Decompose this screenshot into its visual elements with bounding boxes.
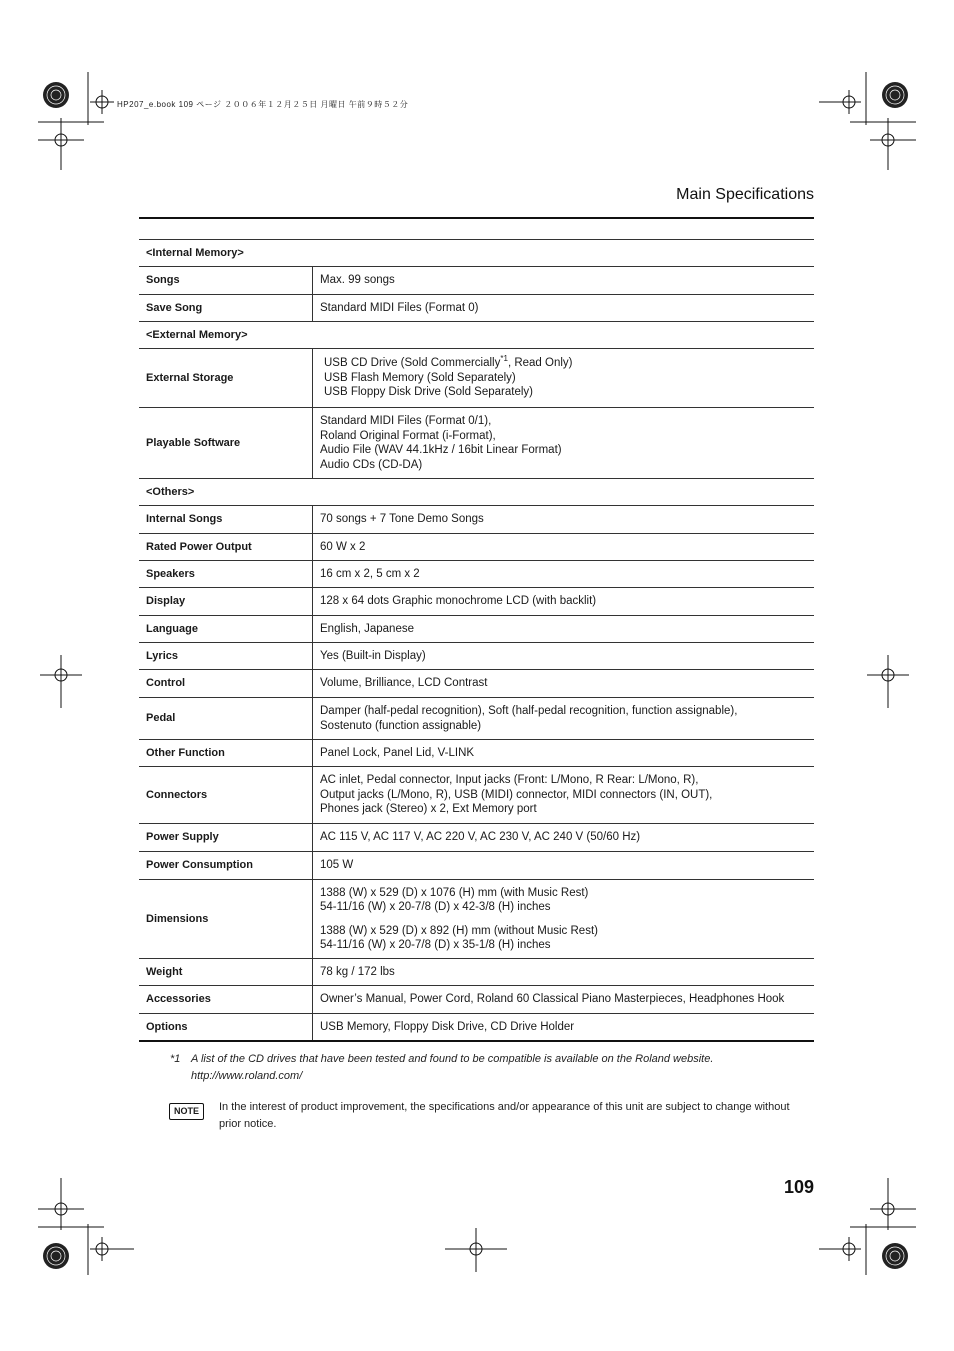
spec-value-text: Damper (half-pedal recognition), Soft (half-pedal recognition, function assignable),: [320, 705, 738, 717]
page-number: 109: [783, 1177, 814, 1197]
spec-value-text: Roland Original Format (i-Format),: [320, 429, 496, 442]
spec-label: Internal Songs: [139, 506, 313, 534]
spec-value-text: AC inlet, Pedal connector, Input jacks (Front: L/Mono, R Rear: L/Mono, R),: [320, 774, 699, 787]
spec-label: Accessories: [139, 986, 313, 1014]
spec-label: Options: [139, 1014, 313, 1041]
spec-value-text: 105 W: [320, 859, 354, 872]
section-title: Main Specifications: [676, 186, 814, 203]
footnote-text: A list of the CD drives that have been tested and found to be compatible is available on the Roland website.: [191, 1053, 714, 1065]
spec-value-text: Audio File (WAV 44.1kHz / 16bit Linear Format): [320, 444, 562, 456]
spec-value-text: , Read Only): [507, 357, 573, 370]
spec-value-text: Standard MIDI Files (Format 0): [320, 301, 479, 314]
spec-value-text: Audio CDs (CD-DA): [320, 458, 423, 471]
spec-value-text: USB Floppy Disk Drive (Sold Separately): [324, 386, 533, 399]
footnote-reference: *1: [500, 354, 508, 364]
footnote-mark: *1: [170, 1053, 181, 1065]
spec-value-text: Sostenuto (function assignable): [320, 719, 482, 732]
spec-value-text: 1388 (W) x 529 (D) x 892 (H) mm (without Music Rest): [320, 924, 598, 937]
note-text: In the interest of product improvement, the specifications and/or appearance of this unit are subject to change without prior notice.: [219, 1101, 790, 1130]
spec-value-text: Max. 99 songs: [320, 274, 395, 287]
spec-label: Connectors: [139, 767, 313, 824]
footnote-url: http://www.roland.com/: [191, 1070, 303, 1082]
spec-value-text: 78 kg / 172 lbs: [320, 965, 395, 978]
spec-label: Speakers: [139, 561, 313, 588]
section-heading: <Internal Memory>: [139, 240, 814, 267]
spec-value-text: AC 115 V, AC 117 V, AC 220 V, AC 230 V, AC 240 V (50/60 Hz): [320, 831, 641, 844]
spec-value-text: 1388 (W) x 529 (D) x 1076 (H) mm (with Music Rest): [320, 886, 589, 899]
spec-value-text: USB Memory, Floppy Disk Drive, CD Drive Holder: [320, 1020, 575, 1033]
spec-label: Control: [139, 670, 313, 698]
spec-value-text: 128 x 64 dots Graphic monochrome LCD (with backlit): [320, 595, 597, 608]
spec-label: Songs: [139, 267, 313, 295]
spec-value-text: 60 W x 2: [320, 540, 366, 553]
spec-value-text: USB Flash Memory (Sold Separately): [324, 371, 516, 384]
spec-value-text: Owner’s Manual, Power Cord, Roland 60 Classical Piano Masterpieces, Headphones Hook: [320, 993, 785, 1006]
spec-label: Power Supply: [139, 824, 313, 852]
spec-label: Weight: [139, 959, 313, 986]
spec-label: Save Song: [139, 295, 313, 322]
section-heading: <External Memory>: [139, 322, 814, 349]
spec-value-text: Panel Lock, Panel Lid, V-LINK: [320, 746, 475, 759]
spec-value-text: English, Japanese: [320, 622, 414, 635]
spec-value-text: USB CD Drive (Sold Commercially: [324, 357, 501, 370]
spec-label: Power Consumption: [139, 852, 313, 880]
spec-label: Other Function: [139, 740, 313, 767]
spec-value-text: 16 cm x 2, 5 cm x 2: [320, 567, 420, 580]
spec-value-text: Phones jack (Stereo) x 2, Ext Memory port: [320, 803, 537, 816]
spec-label: External Storage: [139, 349, 313, 408]
spec-value-text: Standard MIDI Files (Format 0/1),: [320, 415, 492, 427]
spec-label: Pedal: [139, 698, 313, 740]
spec-value-text: 54-11/16 (W) x 20-7/8 (D) x 35-1/8 (H) inches: [320, 939, 551, 951]
note-badge: NOTE: [169, 1103, 204, 1120]
spec-label: Language: [139, 616, 313, 643]
spec-value-text: Yes (Built-in Display): [320, 649, 426, 662]
spec-value-text: Output jacks (L/Mono, R), USB (MIDI) connector, MIDI connectors (IN, OUT),: [320, 788, 713, 801]
spec-label: Dimensions: [139, 880, 313, 959]
spec-value-text: 54-11/16 (W) x 20-7/8 (D) x 42-3/8 (H) inches: [320, 901, 551, 913]
book-header-meta: HP207_e.book 109 ページ ２００６年１２月２５日 月曜日 午前９時５２分: [117, 100, 409, 109]
spec-value-text: Volume, Brilliance, LCD Contrast: [320, 677, 488, 690]
spec-value-text: 70 songs + 7 Tone Demo Songs: [320, 513, 484, 526]
spec-label: Playable Software: [139, 408, 313, 479]
spec-label: Display: [139, 588, 313, 616]
spec-label: Rated Power Output: [139, 534, 313, 561]
section-heading: <Others>: [139, 479, 814, 506]
spec-label: Lyrics: [139, 643, 313, 670]
